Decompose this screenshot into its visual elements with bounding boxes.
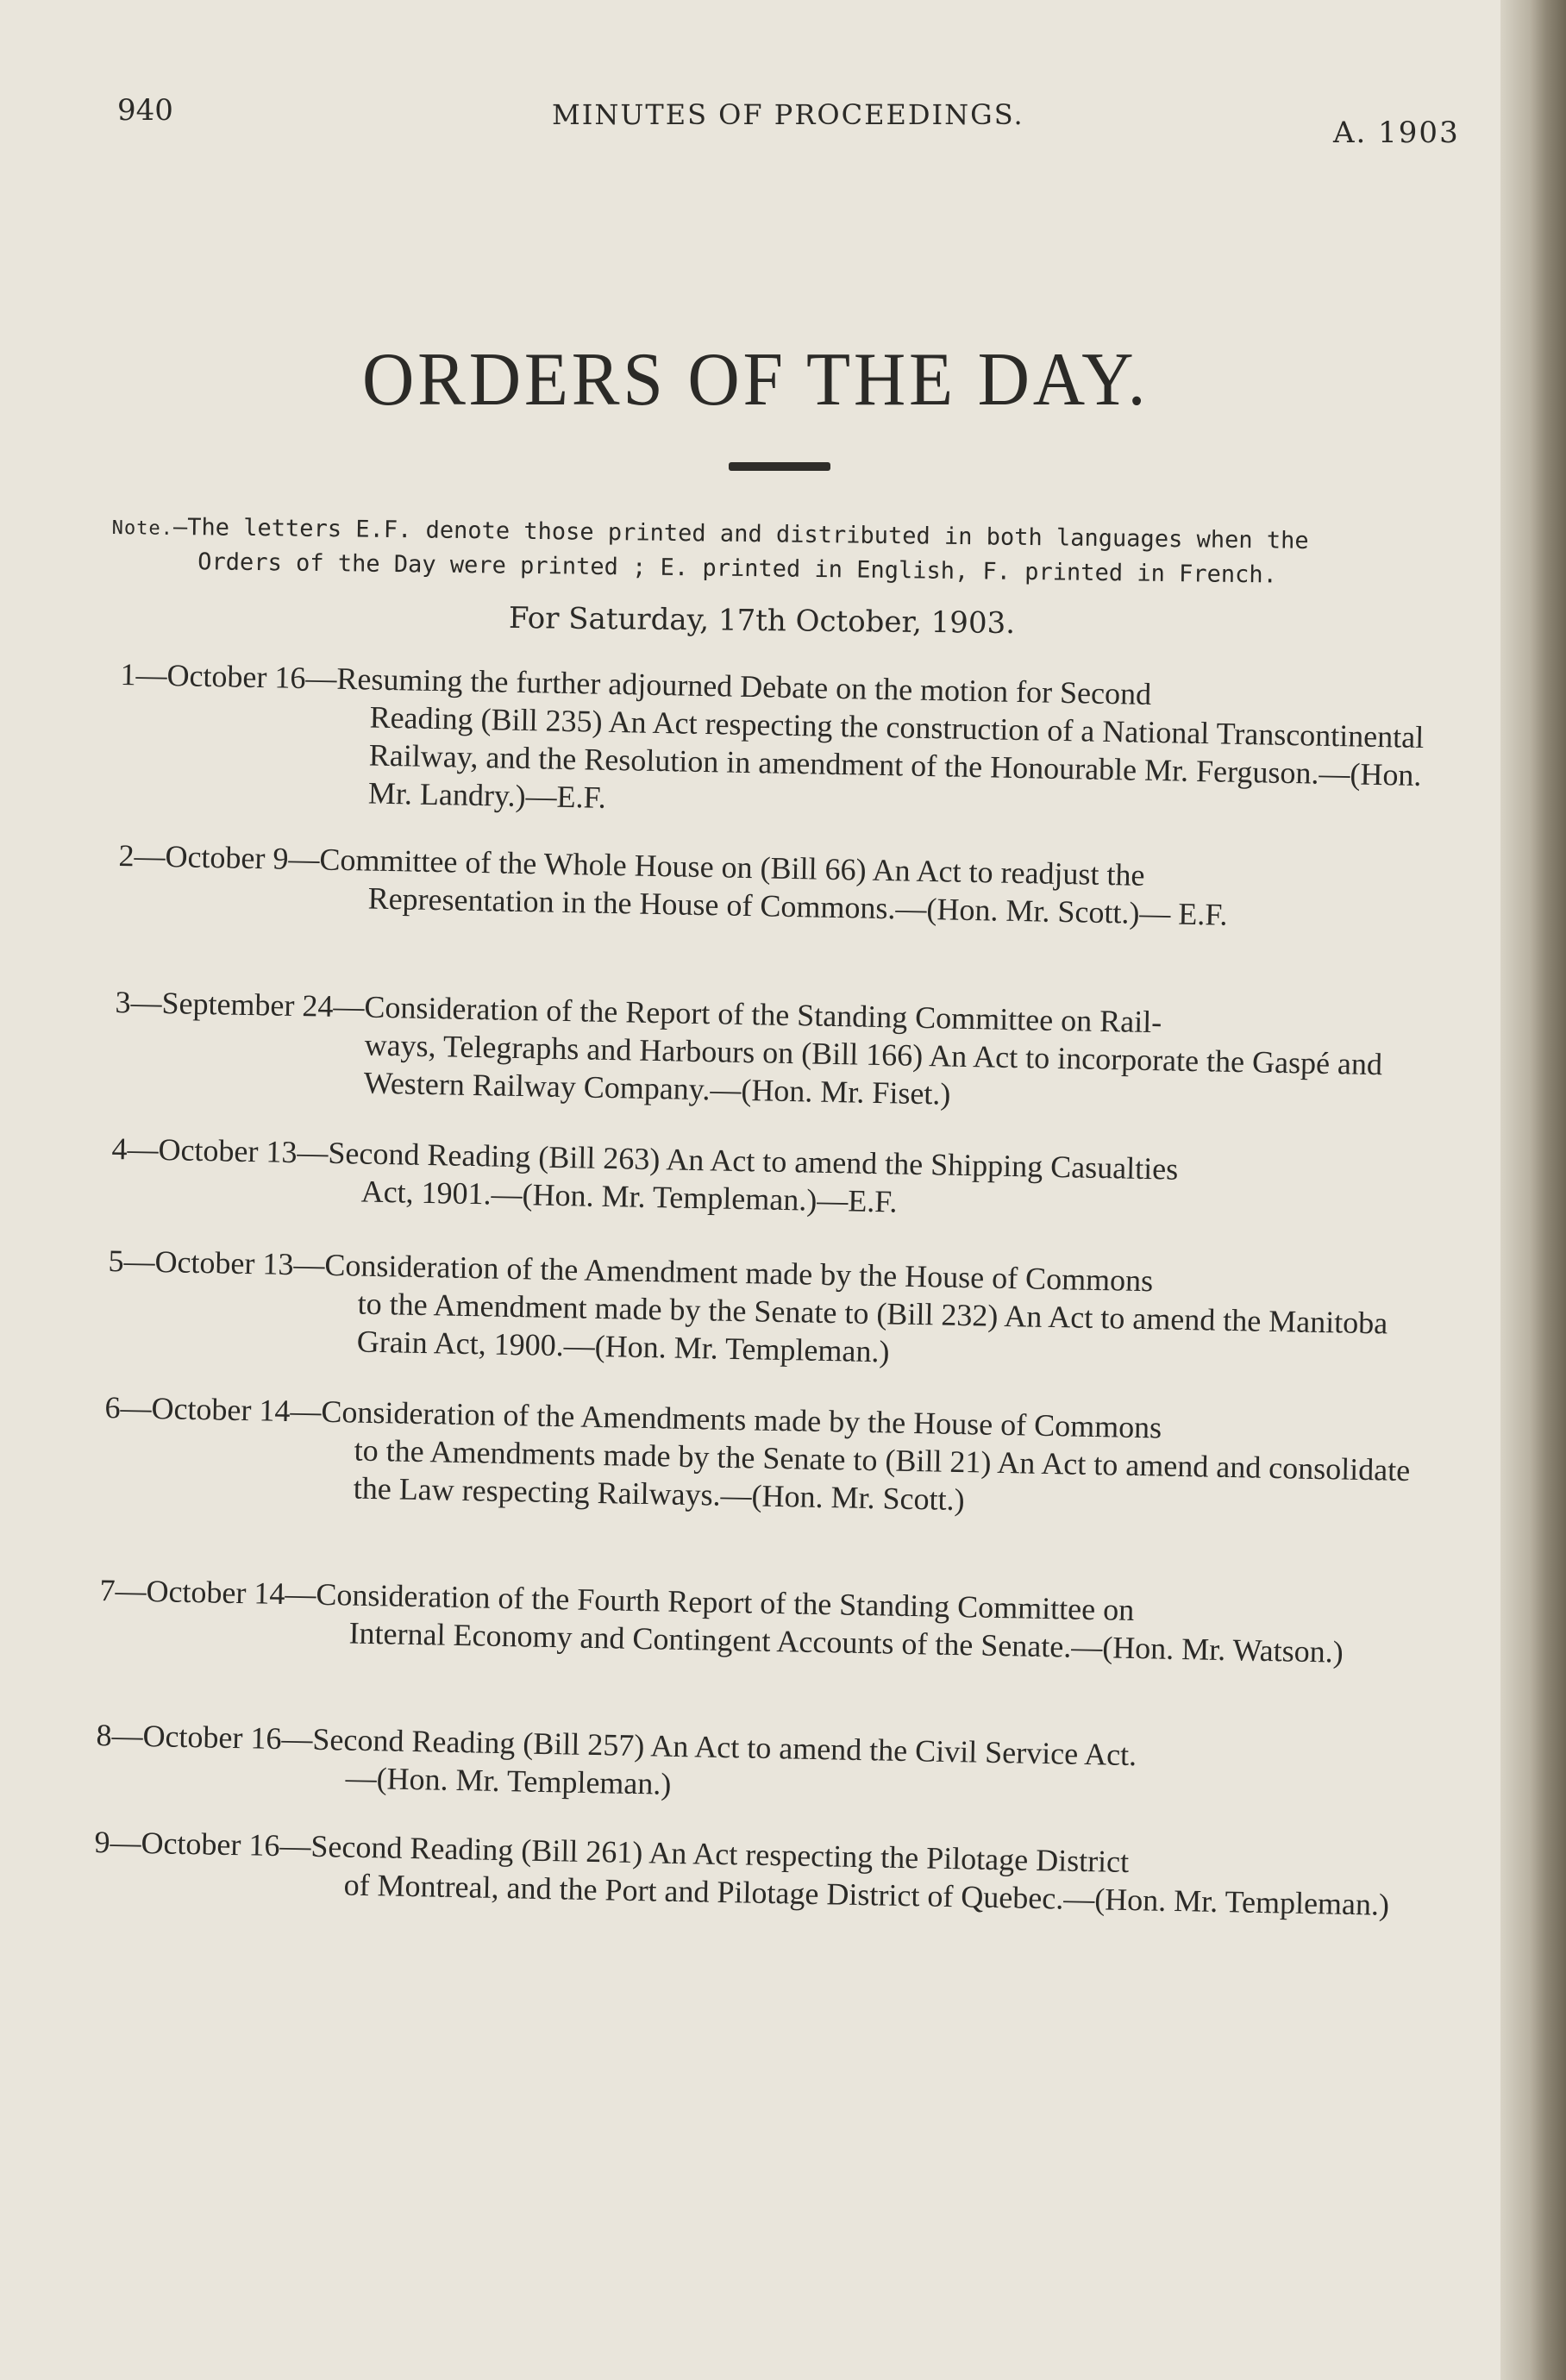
order-item-1 — [118, 655, 1449, 833]
order-item-5 — [106, 1242, 1436, 1381]
order-first-line: Consideration of the Amendments made by the House of Commons — [321, 1394, 1162, 1445]
order-rest: Internal Economy and Contingent Accounts of the Senate.—(Hon. Mr. Watson.) — [348, 1615, 1344, 1669]
order-rest: Reading (Bill 235) An Act respecting the construction of a National Transcontinental Railway, and the Resolution in amendment of the Honourable Mr. Ferguson.—(Hon. Mr. Landry.)—E.F. — [367, 699, 1425, 815]
page-number: 940 — [117, 93, 173, 128]
order-first-line: Resuming the further adjourned Debate on the motion for Second — [336, 661, 1152, 711]
order-rest: to the Amendment made by the Senate to (Bill 232) An Act to amend the Manitoba Grain Act, 1900.—(Hon. Mr. Templeman.) — [356, 1286, 1388, 1369]
order-lead: 4—October 13— — [111, 1130, 329, 1170]
running-head: MINUTES OF PROCEEDINGS. — [552, 98, 1024, 131]
page-title: ORDERS OF THE DAY. — [362, 338, 1149, 422]
note-line-1-text: —The letters E.F. denote those printed and distributed in both languages when the — [172, 513, 1309, 554]
order-lead: 7—October 14— — [99, 1572, 316, 1612]
order-first-line: Second Reading (Bill 263) An Act to amend the Shipping Casualties — [328, 1135, 1179, 1187]
order-rest: of Montreal, and the Port and Pilotage District of Quebec.—(Hon. Mr. Templeman.) — [343, 1867, 1390, 1922]
order-rest: —(Hon. Mr. Templeman.) — [345, 1760, 672, 1801]
order-item-6 — [103, 1388, 1432, 1528]
order-lead: 2—October 9— — [118, 837, 320, 877]
order-lead: 5—October 13— — [108, 1243, 325, 1282]
year-label: A. 1903 — [1333, 116, 1460, 150]
note-line-2: Orders of the Day were printed ; E. printed in English, F. printed in French. — [197, 548, 1278, 589]
order-lead: 1—October 16— — [120, 656, 337, 696]
order-item-2 — [117, 836, 1446, 938]
order-lead: 3—September 24— — [115, 984, 365, 1024]
order-first-line: Committee of the Whole House on (Bill 66) An Act to readjust the — [319, 842, 1145, 892]
order-first-line: Second Reading (Bill 257) An Act to amend the Civil Service Act. — [312, 1721, 1137, 1773]
binding-gutter — [1500, 0, 1566, 2380]
order-lead: 9—October 16— — [94, 1824, 311, 1863]
order-item-4 — [110, 1130, 1439, 1231]
order-item-8 — [95, 1716, 1424, 1818]
sitting-date: For Saturday, 17th October, 1903. — [508, 600, 1016, 642]
order-rest: Representation in the House of Commons.—(Hon. Mr. Scott.)— E.F. — [367, 880, 1228, 932]
order-rest: ways, Telegraphs and Harbours on (Bill 166) An Act to incorporate the Gaspé and Western Railway Company.—(Hon. Mr. Fiset.) — [363, 1027, 1383, 1112]
order-first-line: Consideration of the Fourth Report of the Standing Committee on — [316, 1576, 1135, 1628]
order-first-line: Consideration of the Amendment made by the House of Commons — [324, 1247, 1154, 1299]
order-item-9 — [93, 1823, 1422, 1925]
note-label: Note. — [111, 517, 174, 540]
order-lead: 8—October 16— — [96, 1717, 313, 1757]
order-first-line: Second Reading (Bill 261) An Act respecting the Pilotage District — [310, 1828, 1130, 1880]
order-lead: 6—October 14— — [104, 1389, 322, 1429]
order-item-7 — [98, 1571, 1427, 1673]
order-rest: Act, 1901.—(Hon. Mr. Templeman.)—E.F. — [360, 1174, 898, 1219]
order-item-3 — [113, 983, 1443, 1123]
order-rest: to the Amendments made by the Senate to (Bill 21) An Act to amend and consolidate the Law respecting Railways.—(Hon. Mr. Scott.) — [353, 1432, 1411, 1518]
order-first-line: Consideration of the Report of the Standing Committee on Rail- — [364, 989, 1162, 1040]
